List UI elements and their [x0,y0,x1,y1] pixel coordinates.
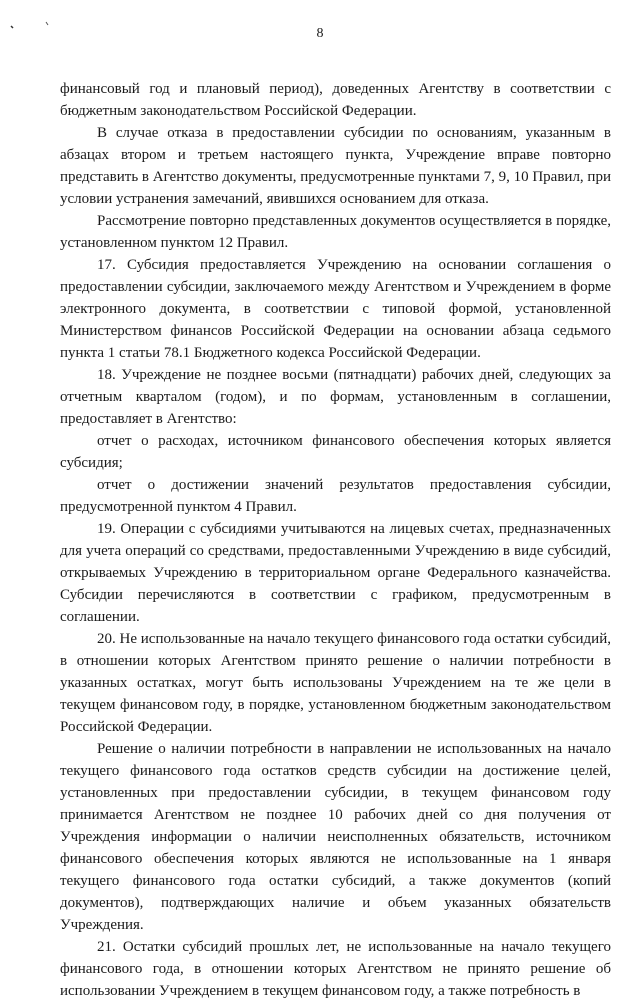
document-body [60,78,611,1002]
body-paragraph: Рассмотрение повторно представленных документов осуществляется в порядке, установленном пунктом 12 Правил. [60,213,611,251]
body-paragraph: В случае отказа в предоставлении субсидии по основаниям, указанным в абзацах втором и третьем настоящего пункта, Учреждение вправе повторно представить в Агентство документы, предусмотренные пунктами 7, 9, 10 Правил, при условии устранения замечаний, явившихся основанием для отказа. [60,125,611,207]
body-paragraph: отчет о расходах, источником финансового обеспечения которых является субсидия; [60,433,611,471]
body-paragraph: 21. Остатки субсидий прошлых лет, не использованные на начало текущего финансового года, в отношении которых Агентством не принято решение об использовании Учреждением в текущем финансовом году, а также потребность в [60,939,611,999]
body-paragraph: 19. Операции с субсидиями учитываются на лицевых счетах, предназначенных для учета операций со средствами, предоставленными Учреждению в виде субсидий, открываемых Учреждению в территориальном органе Федерального казначейства. Субсидии перечисляются в соответствии с графиком, предусмотренным в соглашении. [60,521,611,625]
body-paragraph: финансовый год и плановый период), доведенных Агентству в соответствии с бюджетным законодательством Российской Федерации. [60,81,611,119]
body-paragraph: 18. Учреждение не позднее восьми (пятнадцати) рабочих дней, следующих за отчетным кварталом (годом), и по формам, установленным в соглашении, предоставляет в Агентство: [60,367,611,427]
body-paragraph: Решение о наличии потребности в направлении не использованных на начало текущего финансового года остатков средств субсидии на достижение целей, установленных при предоставлении субсидии, в текущем финансовом году принимается Агентством не позднее 10 рабочих дней со дня получения от Учреждения информации о наличии неисполненных обязательств, источником финансового обеспечения которых являются не использованные на 1 января текущего финансового года остатки субсидий, а также документов (копий документов), подтверждающих наличие и объем указанных обязательств Учреждения. [60,741,611,933]
body-paragraph: отчет о достижении значений результатов предоставления субсидии, предусмотренной пунктом 4 Правил. [60,477,611,515]
body-paragraph: 20. Не использованные на начало текущего финансового года остатки субсидий, в отношении которых Агентством принято решение о наличии потребности в указанных остатках, могут быть использованы Учреждением на те же цели в текущем финансовом году, в порядке, установленном бюджетным законодательством Российской Федерации. [60,631,611,735]
page-number: 8 [316,26,324,41]
body-paragraph: 17. Субсидия предоставляется Учреждению на основании соглашения о предоставлении субсидии, заключаемого между Агентством и Учреждением в форме электронного документа, в соответствии с типовой формой, установленной Министерством финансов Российской Федерации на основании абзаца седьмого пункта 1 статьи 78.1 Бюджетного кодекса Российской Федерации. [60,257,611,361]
